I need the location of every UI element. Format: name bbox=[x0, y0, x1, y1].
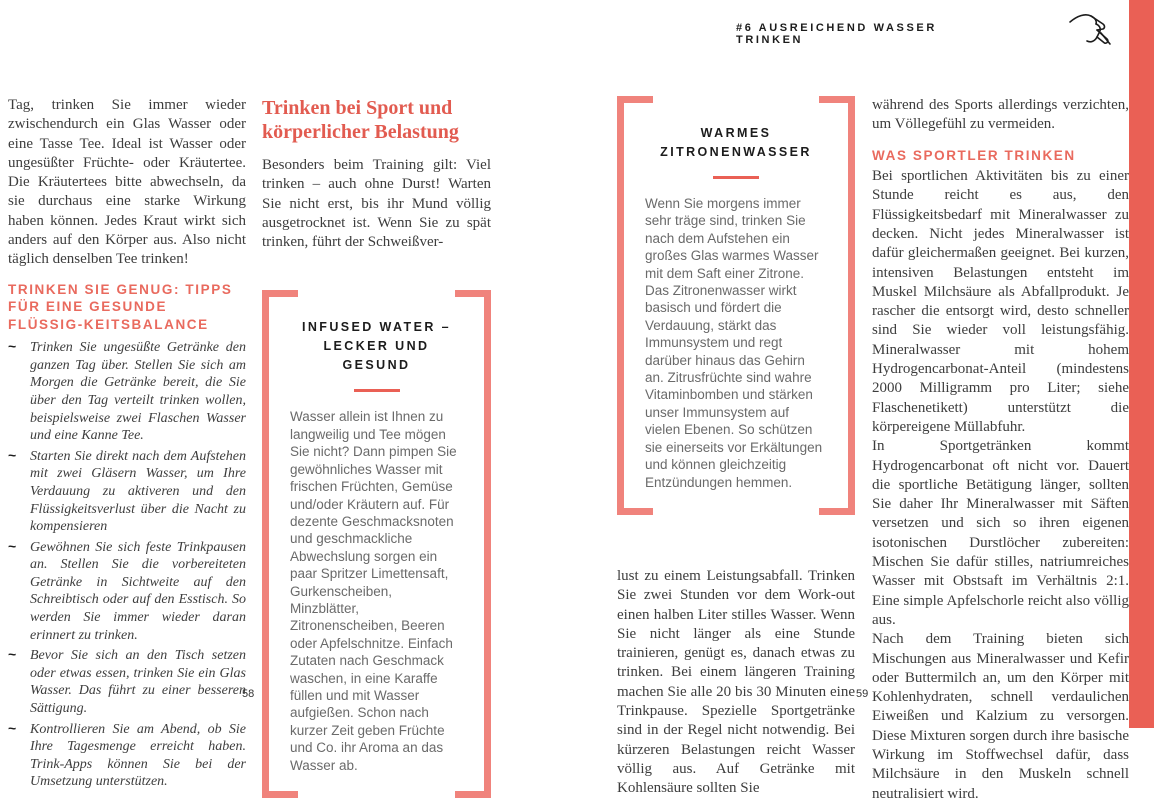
tilde-bullet-icon: ~ bbox=[8, 719, 17, 736]
tip-text: Starten Sie direkt nach dem Aufstehen mit zwei Gläsern Wasser, um Ihre Verdauung zu aktiveren und den Flüssigkeitsverlust über die Nacht zu kompensieren bbox=[30, 448, 246, 535]
box-body-text: Wasser allein ist Ihnen zu langweilig und Tee mögen Sie nicht? Dann pimpen Sie gewöhnliches Wasser mit frischen Früchten, Gemüse und/oder Kräutern auf. Für dezente Geschmacksnoten und geschmackliche Abwechslung sorgen ein paar Spritzer Limettensaft, Gurkenscheiben, Minzblätter, Zitronenscheiben, Beeren oder Apfelschnitze. Einfach Zutaten nach Geschmack waschen, in eine Karaffe füllen und mit Wasser aufgießen. Schon nach kurzer Zeit geben Früchte und Co. ihr Aroma an das Wasser ab. bbox=[290, 409, 457, 773]
tips-heading: TRINKEN SIE GENUG: TIPPS FÜR EINE GESUNDE FLÜSSIG-KEITSBALANCE bbox=[8, 281, 233, 332]
bracket-corner bbox=[455, 290, 491, 297]
carryover-paragraph: während des Sports allerdings verzichten, um Völlegefühl zu vermeiden. bbox=[872, 97, 1129, 133]
bracket-corner bbox=[819, 96, 855, 103]
box-divider bbox=[713, 176, 759, 179]
left-page-column-2 bbox=[262, 96, 491, 798]
intro-paragraph: Tag, trinken Sie immer wieder zwischendurch ein Glas Wasser oder eine Tasse Tee. Ideal ist Wasser oder ungesüßter Früchte- oder Kräutertee. Die Kräutertees bitte abwechseln, da sie durchaus eine starke Wirkung haben können. Jedes Kraut wirkt sich anders auf den Körper aus. Also nicht täglich denselben Tee trinken! bbox=[8, 97, 246, 268]
tilde-bullet-icon: ~ bbox=[8, 537, 17, 554]
sportler-paragraph: Bei sportlichen Aktivitäten bis zu einer Stunde reicht es aus, den Flüssigkeitsbedarf mit Mineralwasser zu decken. Nicht jedes Mineralwasser ist dafür gleichermaßen geeignet. Bei kurzen, intensiven Belastungen entsteht im Muskel Milchsäure als Abfallprodukt. Je rascher die entsorgt wird, desto schneller sind Sie wieder voll leistungsfähig. Mineralwasser mit hohem Hydrogencarbonat-Anteil (mindestens 2000 Milligramm pro Liter; siehe Flaschenetikett) unterstützt die körpereigene Müllabfuhr. bbox=[872, 168, 1129, 435]
sport-paragraph: Besonders beim Training gilt: Viel trinken – auch ohne Durst! Warten Sie nicht erst, bis ihr Mund völlig ausgetrocknet ist. Wenn Sie zu spät trinken, führt der Schweißver- bbox=[262, 157, 491, 251]
tilde-bullet-icon: ~ bbox=[8, 338, 17, 355]
bracket-corner bbox=[262, 791, 298, 798]
section-heading-sport: Trinken bei Sport und körperlicher Belastung bbox=[262, 97, 459, 143]
list-item bbox=[8, 647, 246, 717]
list-item bbox=[8, 339, 246, 445]
infused-water-box bbox=[262, 290, 491, 798]
box-title: WARMES ZITRONENWASSER bbox=[660, 126, 812, 159]
bracket-corner bbox=[455, 791, 491, 798]
tip-text: Bevor Sie sich an den Tisch setzen oder etwas essen, trinken Sie ein Glas Wasser. Das führt zu einer besseren Sättigung. bbox=[30, 648, 246, 717]
page-edge-accent-bar bbox=[1129, 0, 1154, 728]
tips-list bbox=[8, 339, 246, 791]
list-item bbox=[8, 448, 246, 536]
tilde-bullet-icon: ~ bbox=[8, 646, 17, 663]
sportler-paragraph: Nach dem Training bieten sich Mischungen aus Mineralwasser und Kefir oder Buttermilch an, um den Körper mit Kohlenhydraten, schnell verdaulichen Eiweißen und Kalzium zu versorgen. Diese Mixturen sorgen durch ihre basische Wirkung im Stoffwechsel dafür, dass Milchsäure in den Muskeln schnell neutralisiert wird. bbox=[872, 631, 1129, 802]
box-title: INFUSED WATER – LECKER UND GESUND bbox=[302, 320, 451, 373]
bracket-corner bbox=[819, 508, 855, 515]
page-number-left: 58 bbox=[242, 688, 255, 700]
list-item bbox=[8, 721, 246, 791]
hand-sketch-icon bbox=[1066, 8, 1114, 52]
list-item bbox=[8, 539, 246, 645]
sportler-paragraph: In Sportgetränken kommt Hydrogencarbonat oft nicht vor. Dauert die sportliche Betätigung länger, sollten Sie daher Ihr Mineralwasser mit Säften versetzen und sich so ihren eigenen isotonischen Durstlöcher zubereiten: Mischen Sie dafür stilles, natriumreiches Wasser mit Obstsaft im Verhältnis 2:1. Eine simple Apfelschorle reicht also völlig aus. bbox=[872, 438, 1129, 628]
bracket-corner bbox=[262, 290, 298, 297]
tip-text: Kontrollieren Sie am Abend, ob Sie Ihre Tagesmenge erreicht haben. Trink-Apps können Sie bei der Umsetzung unterstützen. bbox=[30, 721, 246, 790]
tip-text: Gewöhnen Sie sich feste Trinkpausen an. Stellen Sie die vorbereiteten Getränke in Sichtweite auf den Schreibtisch oder auf den Esstisch. So werden Sie immer wieder daran erinnert zu trinken. bbox=[30, 539, 246, 643]
tip-text: Trinken Sie ungesüßte Getränke den ganzen Tag über. Stellen Sie sich am Morgen die Getränke bereit, die Sie über den Tag verteilt trinken wollen, beispielsweise zwei Flaschen Wasser und eine Kanne Tee. bbox=[30, 340, 246, 444]
box-body-text: Wenn Sie morgens immer sehr träge sind, trinken Sie nach dem Aufstehen ein großes Glas warmes Wasser mit dem Saft einer Zitrone. Das Zitronenwasser wirkt basisch und fördert die Verdauung, stärkt das Immunsystem und regt darüber hinaus das Gehirn an. Zitrusfrüchte sind wahre Vitaminbomben und stärken unser Immunsystem auf vielen Ebenen. So schützen sie einerseits vor Erkältungen und können gleichzeitig Entzündungen hemmen. bbox=[645, 196, 823, 490]
left-page-column-1 bbox=[8, 96, 246, 794]
chapter-header-label: #6 AUSREICHEND WASSER TRINKEN bbox=[736, 22, 937, 46]
tilde-bullet-icon: ~ bbox=[8, 446, 17, 463]
page-number-right: 59 bbox=[856, 688, 869, 700]
bracket-corner bbox=[617, 96, 653, 103]
sportler-heading: WAS SPORTLER TRINKEN bbox=[872, 147, 1076, 163]
sport-paragraph-continued: lust zu einem Leistungsabfall. Trinken Sie zwei Stunden vor dem Work-out einen halben Liter stilles Wasser. Wenn Sie nicht länger als eine Stunde trainieren, genügt es, danach etwas zu trinken. Bei einem längeren Training machen Sie alle 20 bis 30 Minuten eine Trinkpause. Spezielle Sportgetränke sind in der Regel nicht notwendig. Bei kürzeren Belastungen reicht Wasser völlig aus. Auf Getränke mit Kohlensäure sollten Sie bbox=[617, 567, 855, 797]
right-page-column-1 bbox=[617, 96, 855, 798]
box-divider bbox=[354, 389, 400, 392]
right-page-column-2 bbox=[872, 96, 1129, 804]
bracket-corner bbox=[617, 508, 653, 515]
lemon-water-box bbox=[617, 96, 855, 515]
